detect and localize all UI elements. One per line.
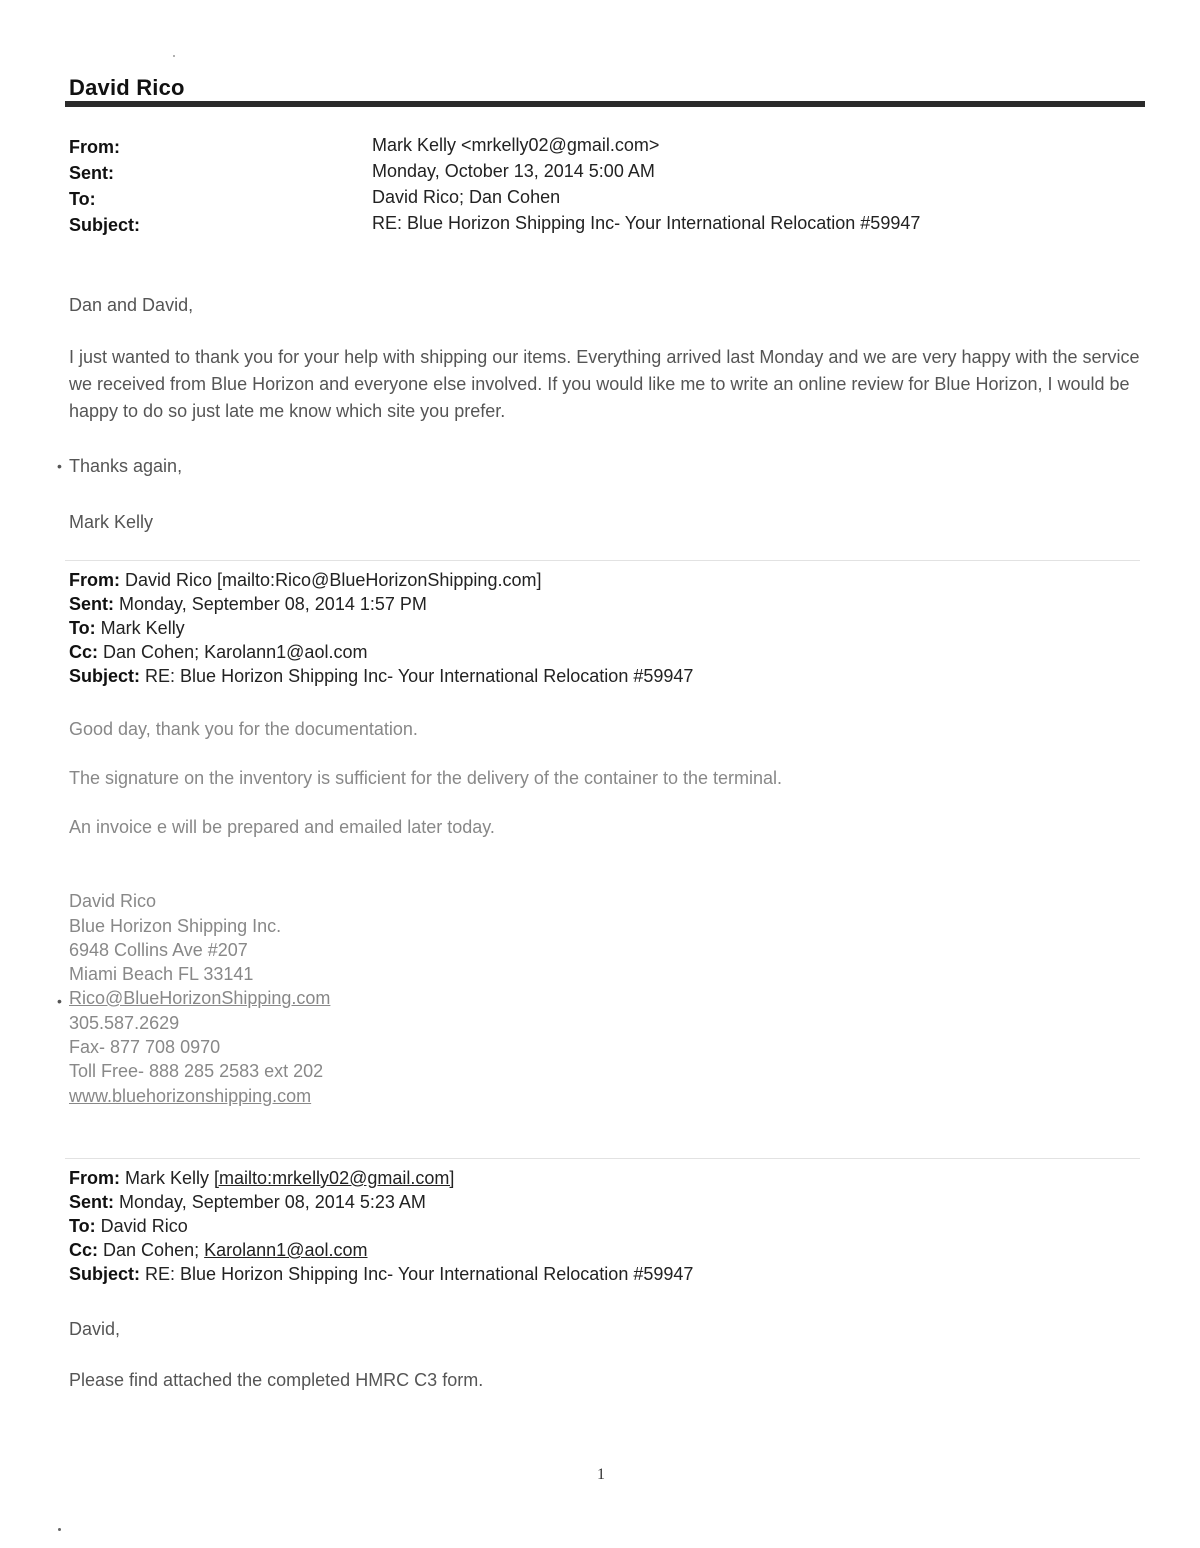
msg2-to: To: Mark Kelly [69, 618, 185, 638]
sig-tollfree: Toll Free- 888 285 2583 ext 202 [69, 1061, 324, 1081]
page-title: David Rico [69, 75, 185, 100]
bullet-mark: • [57, 458, 62, 474]
to-label: To: [69, 189, 96, 209]
msg3-sent: Sent: Monday, September 08, 2014 5:23 AM [69, 1192, 426, 1212]
sig-email-link[interactable]: Rico@BlueHorizonShipping.com [69, 988, 331, 1008]
msg2-line3: An invoice e will be prepared and emailed later today. [69, 817, 495, 837]
sent-label: Sent: [69, 163, 114, 183]
sig-website-link[interactable]: www.bluehorizonshipping.com [69, 1086, 312, 1106]
to-value: David Rico; Dan Cohen [372, 187, 561, 207]
mailto-link[interactable]: [mailto:mrkelly02@gmail.com] [214, 1168, 455, 1188]
from-value: Mark Kelly <mrkelly02@gmail.com> [372, 135, 660, 155]
message-separator [65, 560, 1140, 561]
subject-value: RE: Blue Horizon Shipping Inc- Your International Relocation #59947 [372, 213, 921, 233]
msg1-body: I just wanted to thank you for your help with shipping our items. Everything arrived last Monday and we are very happy with the service we received from Blue Horizon and everyone else involved. If you would like me to write an online review for Blue Horizon, I would be happy to do so just late me know which site you prefer. [69, 347, 1140, 421]
sig-name: David Rico [69, 891, 157, 911]
sig-address-line2: Miami Beach FL 33141 [69, 964, 254, 984]
msg2-line2: The signature on the inventory is sufficient for the delivery of the container to the terminal. [69, 768, 783, 788]
msg3-subject: Subject: RE: Blue Horizon Shipping Inc- Your International Relocation #59947 [69, 1264, 694, 1284]
sig-fax: Fax- 877 708 0970 [69, 1037, 221, 1057]
message-separator [65, 1158, 1140, 1159]
cc-email-link[interactable]: Karolann1@aol.com [204, 1240, 368, 1260]
bullet-mark: • [57, 993, 62, 1009]
msg3-body: Please find attached the completed HMRC C3 form. [69, 1370, 484, 1390]
title-divider [65, 101, 1145, 107]
scan-speck [58, 1528, 61, 1531]
msg1-closing: Thanks again, [69, 456, 183, 476]
sent-value: Monday, October 13, 2014 5:00 AM [372, 161, 655, 181]
sig-phone: 305.587.2629 [69, 1013, 180, 1033]
msg2-cc: Cc: Dan Cohen; Karolann1@aol.com [69, 642, 368, 662]
msg3-greeting: David, [69, 1319, 121, 1339]
msg2-line1: Good day, thank you for the documentation. [69, 719, 418, 739]
msg3-to: To: David Rico [69, 1216, 188, 1236]
msg2-subject: Subject: RE: Blue Horizon Shipping Inc- Your International Relocation #59947 [69, 666, 694, 686]
msg2-from: From: David Rico [mailto:Rico@BlueHorizonShipping.com] [69, 570, 542, 590]
page-number: 1 [597, 1466, 605, 1483]
msg1-greeting: Dan and David, [69, 295, 194, 315]
sig-address-line1: 6948 Collins Ave #207 [69, 940, 248, 960]
scan-speck [173, 55, 175, 57]
msg2-sent: Sent: Monday, September 08, 2014 1:57 PM [69, 594, 427, 614]
msg3-cc: Cc: Dan Cohen; Karolann1@aol.com [69, 1240, 368, 1260]
msg1-signature: Mark Kelly [69, 512, 154, 532]
sig-company: Blue Horizon Shipping Inc. [69, 916, 282, 936]
subject-label: Subject: [69, 215, 141, 235]
from-label: From: [69, 137, 120, 157]
msg3-from: From: Mark Kelly [mailto:mrkelly02@gmail.com] [69, 1168, 455, 1188]
